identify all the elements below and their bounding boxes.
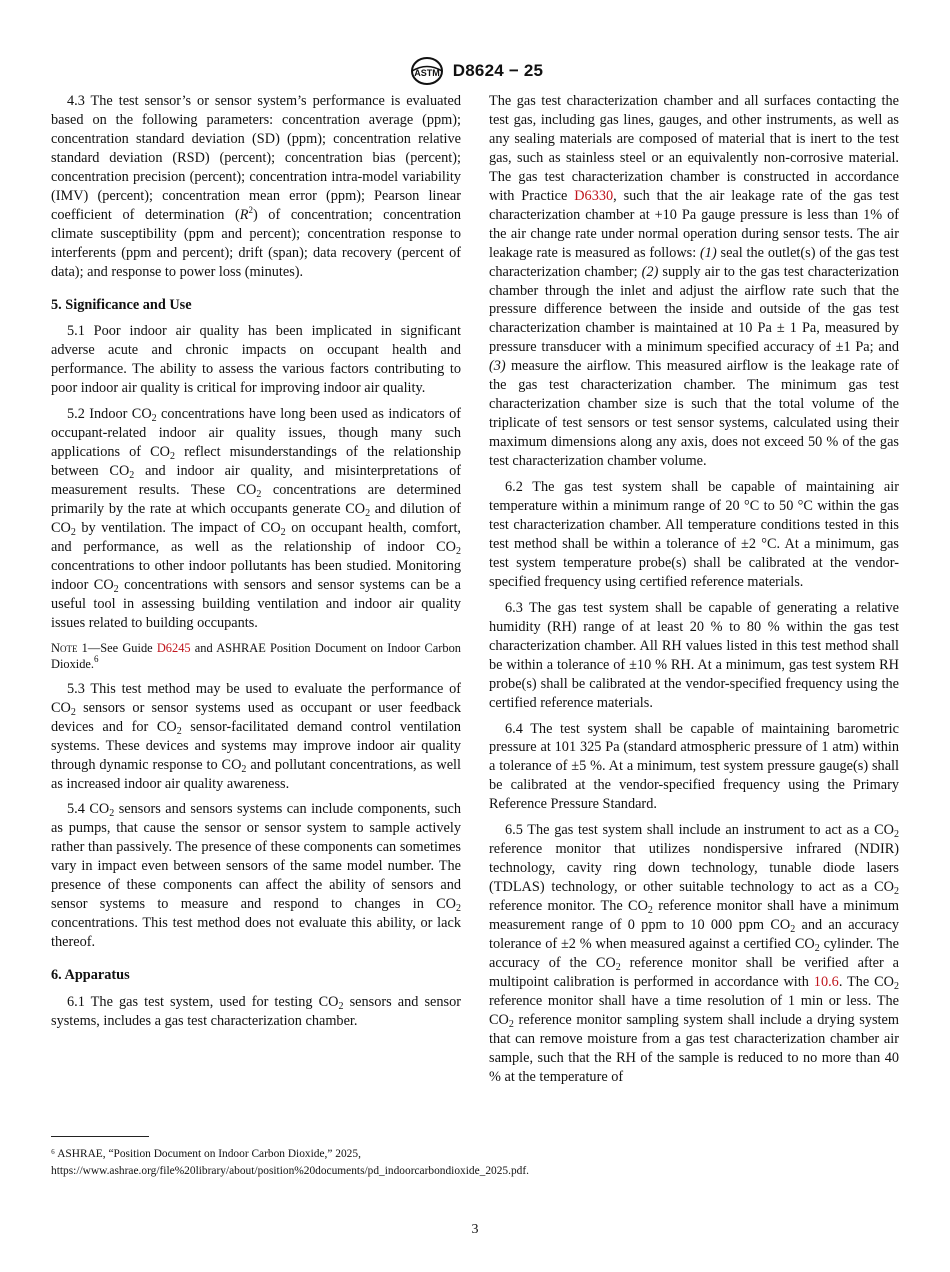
svg-text:ASTM: ASTM	[414, 68, 440, 78]
paragraph-5-3: 5.3 This test method may be used to evaluate the performance of $CO_2$ sensors or sensor systems used as occupant or user feedback devices and for $CO_2$ sensor-facilitated demand control ventilation systems. These devices and systems may improve indoor air quality through dynamic response to $CO_2$ and pollutant concentrations, as well as increased indoor air quality awareness.	[51, 680, 461, 792]
paragraph-6-5: 6.5 The gas test system shall include an instrument to act as a $CO_2$ reference monitor that utilizes nondispersive infrared (NDIR) technology, cavity ring down technology, tunable diode lasers (TDLAS) technology, or other suitable technology to act as a $CO_2$ reference monitor. The $CO_2$ reference monitor shall have a minimum measurement range of 0 ppm to 10 000 ppm $CO_2$ and an accuracy tolerance of ±2 % when measured against a certified $CO_2$ cylinder. The accuracy of the $CO_2$ reference monitor shall be verified after a multipoint calibration is performed in accordance with 10.6. The $CO_2$ reference monitor shall have a time resolution of 1 min or less. The $CO_2$ reference monitor sampling system shall include a drying system that can remove moisture from a gas test characterization chamber air sample, such that the RH of the sample is reduced to no more than 40 % at the temperature of	[489, 822, 900, 1085]
paragraph-6-3: 6.3 The gas test system shall be capable of generating a relative humidity (RH) range of at least 20 % to 80 % within the gas test characterization chamber. All RH values listed in this test method shall be within a tolerance of ±10 % RH. At a minimum, gas test system RH probe(s) shall be calibrated at the vendor-specified frequency using the certified reference materials.	[489, 599, 899, 711]
paragraph-6-1-continued: The gas test characterization chamber and all surfaces contacting the test gas, including gas lines, gauges, and other instruments, as well as any sealing materials are composed of material that is inert to the test gas, such as stainless steel or an equivalently non-corrosive material. The gas test characterization chamber is constructed in accordance with Practice D6330, such that the air leakage rate of the gas test characterization chamber at +10 Pa gauge pressure is less than 1% of the air change rate under normal operation during sensor tests. The air leakage rate is measured as follows: (1) seal the outlet(s) of the gas test characterization chamber; (2) supply air to the gas test characterization chamber through the inlet and adjust the airflow rate such that the pressure difference between the inside and outside of the gas test characterization chamber is maintained at 10 Pa ± 1 Pa, measured by pressure transducer with a minimum specified accuracy of ±1 Pa; and (3) measure the airflow. This measured airflow is the leakage rate of the gas test characterization chamber. The minimum gas test characterization chamber size is such that the total volume of the triplicate of test sensors or test sensor systems, calculated using their maximum dimensions along any axis, does not exceed 50 % of the gas test characterization chamber volume.	[489, 93, 900, 470]
link-section-10-6[interactable]: 10.6	[813, 973, 839, 990]
footnote-6: ⁶ ASHRAE, “Position Document on Indoor Carbon Dioxide,” 2025, https://www.ashrae.org/file%20library/about/position%20documents/pd_indoorcarbondioxide_2025.pdf.	[51, 1148, 530, 1177]
footnote-divider	[51, 1136, 149, 1137]
note-1: Note 1—See Guide D6245 and ASHRAE Position Document on Indoor Carbon Dioxide.$^6$	[51, 640, 461, 671]
paragraph-4-3: 4.3 The test sensor’s or sensor system’s performance is evaluated based on the following parameters: concentration average (ppm); concentration standard deviation (SD) (ppm); concentration relative standard deviation (RSD) (percent); concentration bias (percent); concentration precision (percent); concentration intra-model variability (IMV) (percent); concentration mean error (ppm); Pearson linear coefficient of determination $(R^2)$ of concentration; concentration climate susceptibility (ppm and percent); concentration response to interferents (ppm and percent); drift (span); data recovery (percent of data); and response to power loss (minutes).	[51, 93, 461, 280]
section-heading-6: 6. Apparatus	[51, 967, 130, 984]
link-d6245[interactable]: D6245	[156, 640, 191, 655]
paragraph-5-4: 5.4 $CO_2$ sensors and sensors systems can include components, such as pumps, that cause the sensor or sensor system to sample actively rather than passively. The presence of these components can sometimes vary in impact even between sensors of the same model number. The presence of these components can affect the ability of sensors and sensor systems to measure and respond to changes in $CO_2$ concentrations. This test method does not evaluate this ability, or lack thereof.	[51, 801, 461, 951]
section-heading-5: 5. Significance and Use	[51, 296, 192, 313]
standard-designation: D8624 − 25	[452, 61, 544, 80]
paragraph-6-4: 6.4 The test system shall be capable of maintaining barometric pressure at 101 325 Pa (standard atmospheric pressure of 1 atm) within a tolerance of ±5 %. At a minimum, test system pressure gauge(s) shall be calibrated at the vendor-specified frequency using the Primary Reference Pressure Standard.	[489, 720, 899, 813]
paragraph-5-2: 5.2 Indoor $CO_2$ concentrations have long been used as indicators of occupant-related indoor air quality issues, though many such applications of $CO_2$ reflect misunderstandings of the relationship between $CO_2$ and indoor air quality, and misinterpretations of measurement results. These $CO_2$ concentrations are determined primarily by the rate at which occupants generate $CO_2$ and dilution of $CO_2$ by ventilation. The impact of $CO_2$ on occupant health, comfort, and performance, as well as the relationship of indoor $CO_2$ concentrations to other indoor pollutants has been studied. Monitoring indoor $CO_2$ concentrations with sensors and sensor systems can be a useful tool in assessing building ventilation and indoor air quality issues related to building occupants.	[51, 406, 462, 631]
page-number: 3	[471, 1222, 479, 1237]
paragraph-5-1: 5.1 Poor indoor air quality has been implicated in significant adverse acute and chronic impacts on occupant health and performance. The ability to assess the various factors contributing to poor indoor air quality is critical for improving indoor air quality.	[51, 323, 461, 397]
paragraph-6-2: 6.2 The gas test system shall be capable of maintaining air temperature within a minimum range of 20 °C to 50 °C within the gas test characterization chamber. All temperature conditions tested in this test method shall be within a tolerance of ±2 °C. At a minimum, gas test system temperature probe(s) shall be calibrated at the vendor-specified frequency using certified reference materials.	[489, 479, 899, 590]
page-header	[0, 56, 950, 86]
right-column	[489, 92, 899, 1094]
astm-logo	[407, 56, 447, 86]
paragraph-6-1: 6.1 The gas test system, used for testing $CO_2$ sensors and sensor systems, includes a gas test characterization chamber.	[51, 994, 461, 1029]
link-d6330[interactable]: D6330	[574, 187, 614, 204]
left-column	[51, 92, 461, 1038]
